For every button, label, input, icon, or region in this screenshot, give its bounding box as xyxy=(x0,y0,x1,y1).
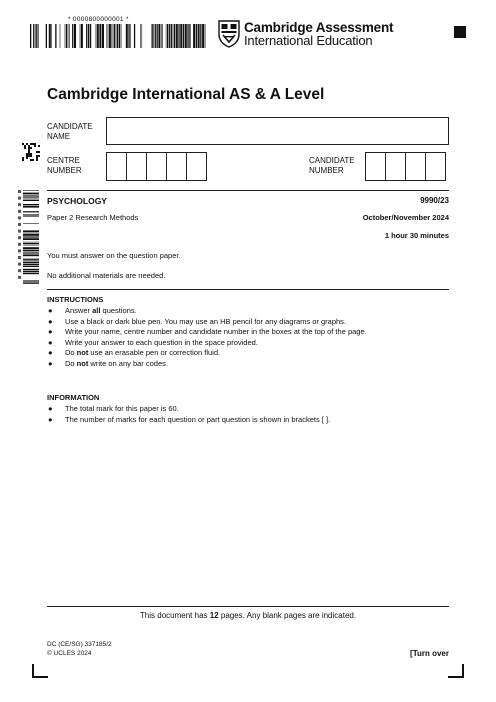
cambridge-logo xyxy=(218,20,393,48)
list-item xyxy=(47,359,447,370)
instruction-text: Write your answer to each question in the space provided. xyxy=(65,337,258,347)
centre-number-box[interactable] xyxy=(166,152,187,181)
instruction-text: Use a black or dark blue pen. You may use an HB pencil for any diagrams or graphs. xyxy=(65,316,346,326)
centre-number-boxes xyxy=(106,152,206,181)
logo-line-1: Cambridge Assessment xyxy=(244,20,394,35)
candidate-name-box[interactable] xyxy=(106,117,449,145)
crop-mark-bottom-left xyxy=(32,676,48,678)
candidate-number-box[interactable] xyxy=(405,152,426,181)
crop-mark-bottom-right xyxy=(448,676,464,678)
centre-number-label xyxy=(47,156,107,176)
barcode-number: * 0000800000001 * xyxy=(68,16,129,23)
instruction-emphasis: all xyxy=(92,306,101,315)
copyright: © UCLES 2024 xyxy=(47,650,92,657)
logo-line-2: International Education xyxy=(244,33,373,48)
instruction-text: write on any bar codes. xyxy=(88,358,168,368)
exam-session: October/November 2024 xyxy=(362,213,449,222)
side-barcode xyxy=(17,186,39,284)
instruction-text: use an erasable pen or correction fluid. xyxy=(88,348,221,357)
centre-number-box[interactable] xyxy=(146,152,167,181)
candidate-number-box[interactable] xyxy=(385,152,406,181)
list-item xyxy=(47,327,447,338)
information-heading: INFORMATION xyxy=(47,393,100,402)
information-text: The number of marks for each question or part question is shown in brackets [ ]. xyxy=(65,414,331,424)
bullet-icon: ● xyxy=(48,337,53,347)
divider-bottom xyxy=(47,606,449,607)
page-count: 12 xyxy=(209,611,219,620)
candidate-number-boxes xyxy=(365,152,445,181)
candidate-number-box[interactable] xyxy=(365,152,386,181)
reference-code: DC (CE/SG) 337185/2 xyxy=(47,641,112,648)
shield-icon xyxy=(218,20,240,48)
list-item xyxy=(47,338,447,349)
instruction-text: Answer xyxy=(65,306,93,315)
answer-note: You must answer on the question paper. xyxy=(47,251,181,260)
list-item xyxy=(47,306,447,317)
candidate-name-label-line-2: NAME xyxy=(47,132,71,141)
subject-name: PSYCHOLOGY xyxy=(47,196,107,206)
instruction-emphasis: not xyxy=(76,348,89,357)
information-list xyxy=(47,404,447,425)
centre-number-label-line-2: NUMBER xyxy=(47,166,82,175)
qr-code xyxy=(22,143,40,161)
candidate-name-label xyxy=(47,122,107,142)
information-text: The total mark for this paper is 60. xyxy=(65,404,179,413)
divider-top xyxy=(47,190,449,191)
paper-code: 9990/23 xyxy=(420,196,449,205)
paper-name: Paper 2 Research Methods xyxy=(47,213,139,222)
candidate-number-label-line-2: NUMBER xyxy=(309,166,344,175)
document-info-text: This document has xyxy=(139,611,210,620)
registration-square xyxy=(454,26,466,38)
instruction-emphasis: not xyxy=(76,358,89,368)
instructions-list xyxy=(47,306,447,369)
centre-number-box[interactable] xyxy=(106,152,127,181)
exam-duration: 1 hour 30 minutes xyxy=(384,231,449,240)
bullet-icon: ● xyxy=(48,306,53,315)
list-item xyxy=(47,415,447,426)
materials-note: No additional materials are needed. xyxy=(47,271,166,280)
instruction-text: questions. xyxy=(100,306,137,315)
bullet-icon: ● xyxy=(48,327,53,336)
bullet-icon: ● xyxy=(48,316,53,326)
instruction-text: Write your name, centre number and candidate number in the boxes at the top of the page. xyxy=(65,327,367,336)
list-item xyxy=(47,317,447,328)
bullet-icon: ● xyxy=(48,404,53,413)
list-item xyxy=(47,404,447,415)
document-info xyxy=(47,611,449,620)
exam-title: Cambridge International AS & A Level xyxy=(47,86,325,103)
centre-number-box[interactable] xyxy=(126,152,147,181)
instruction-text: Do xyxy=(65,348,77,357)
bullet-icon: ● xyxy=(48,358,53,368)
top-barcode xyxy=(30,24,206,48)
bullet-icon: ● xyxy=(48,414,53,424)
divider-middle xyxy=(47,289,449,290)
candidate-name-label-line-1: CANDIDATE xyxy=(47,122,93,131)
document-info-text: pages. Any blank pages are indicated. xyxy=(218,611,357,620)
candidate-number-label xyxy=(309,156,369,176)
candidate-number-label-line-1: CANDIDATE xyxy=(309,156,355,165)
turn-over: [Turn over xyxy=(410,649,449,658)
centre-number-box[interactable] xyxy=(186,152,207,181)
instruction-text: Do xyxy=(65,358,77,368)
bullet-icon: ● xyxy=(48,348,53,357)
candidate-number-box[interactable] xyxy=(425,152,446,181)
centre-number-label-line-1: CENTRE xyxy=(47,156,80,165)
list-item xyxy=(47,348,447,359)
instructions-heading: INSTRUCTIONS xyxy=(47,295,104,304)
